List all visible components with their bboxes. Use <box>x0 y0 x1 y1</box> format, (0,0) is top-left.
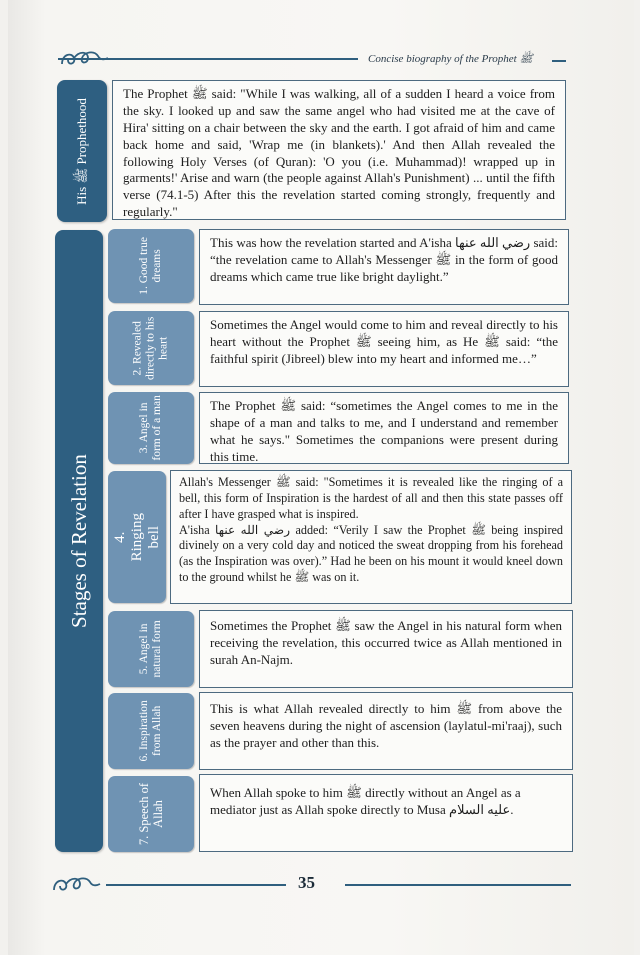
stage-6-tab <box>108 693 194 769</box>
stage-2-tab <box>108 311 194 385</box>
stage-3-label: 3. Angel in form of a man <box>138 395 163 461</box>
stage-4-label: 4. Ringing bell <box>111 512 162 562</box>
stage-4-text: Allah's Messenger ﷺ said: "Sometimes it is revealed like the ringing of a bell, this form of Inspiration is the hardest of all and then this state passes off after I have grasped what is inspired. <box>179 475 563 521</box>
stage-5-tab <box>108 611 194 687</box>
stage-4-text-2: A'isha رضي الله عنها added: “Verily I saw the Prophet ﷺ being inspired divinely on a very cold day and noticed the sweat dropping from his forehead (as the Inspiration was over).” Had he been on his mount it would kneel down to the ground whilst he ﷺ was on it. <box>179 522 564 585</box>
stage-5-text: Sometimes the Prophet ﷺ saw the Angel in his natural form when receiving the revelation, this occurred twice as Allah mentioned in surah An-Najm. <box>210 618 562 667</box>
stage-4-tab <box>108 471 166 603</box>
stage-7-text: When Allah spoke to him ﷺ directly without an Angel as a mediator just as Allah spoke directly to Musa عليه السلام. <box>210 785 521 817</box>
stage-6-label: 6. Inspiration from Allah <box>138 700 163 762</box>
stage-3-box <box>199 392 569 464</box>
stage-6-text: This is what Allah revealed directly to him ﷺ from above the seven heavens during the night of ascension (laylatul-mi'raaj), such as the prayer and other than this. <box>210 701 562 750</box>
stage-7-label: 7. Speech of Allah <box>137 782 165 846</box>
stage-2-box <box>199 311 569 387</box>
prophethood-tab-label: His ﷺ Prophethood <box>73 97 89 205</box>
stage-6-box <box>199 692 573 770</box>
running-title: Concise biography of the Prophet ﷺ <box>368 53 533 65</box>
stages-tab <box>55 230 103 852</box>
stage-4-box <box>170 470 572 604</box>
stage-3-tab <box>108 392 194 464</box>
prophethood-text: The Prophet ﷺ said: "While I was walking, all of a sudden I heard a voice from the sky. I looked up and saw the same angel who had visited me at the cave of Hira' sitting on a chair between the sky and the earth. I got afraid of him and came back home and said, 'Wrap me (in blankets).' And then Allah revealed the following Holy Verses (of Quran): 'O you (i.e. Muhammad)! wrapped up in garments!' Arise and warn (the people against Allah's Punishment) ... until the fifth verse (74.1-5) After this the revelation started coming strongly, frequently and regularly." <box>123 86 555 220</box>
stage-7-tab <box>108 776 194 852</box>
prophethood-tab <box>57 80 107 222</box>
prophethood-text-box <box>112 80 566 220</box>
stage-1-text: This was how the revelation started and A'isha رضي الله عنها said: “the revelation came to Allah's Messenger ﷺ in the form of good dreams which came true like bright daylight.” <box>210 235 558 284</box>
stage-5-box <box>199 610 573 688</box>
stages-title: Stages of Revelation <box>66 454 91 628</box>
header-rule <box>58 58 358 60</box>
page-number: 35 <box>298 873 315 892</box>
stage-3-text: The Prophet ﷺ said: “sometimes the Angel comes to me in the shape of a man and talks to me, and I understand and remember what he says." Sometimes the companions were present during this time. <box>210 398 558 464</box>
header-dash <box>552 60 566 62</box>
footer-rule-right <box>345 884 571 886</box>
stage-1-tab <box>108 229 194 303</box>
footer-flourish-icon <box>50 872 104 896</box>
stage-2-label: 2. Revealed directly to his heart <box>131 316 170 380</box>
stage-1-label: 1. Good true dreams <box>138 237 163 295</box>
stage-5-label: 5. Angel in natural form <box>138 620 163 678</box>
stage-7-box <box>199 774 573 852</box>
stage-2-text: Sometimes the Angel would come to him and reveal directly to his heart without the Prophet ﷺ seeing him, as He ﷺ said: “the faithful spirit (Jibreel) blew into my heart and informed me…” <box>210 317 558 366</box>
stage-1-box <box>199 229 569 305</box>
footer-rule-left <box>106 884 286 886</box>
